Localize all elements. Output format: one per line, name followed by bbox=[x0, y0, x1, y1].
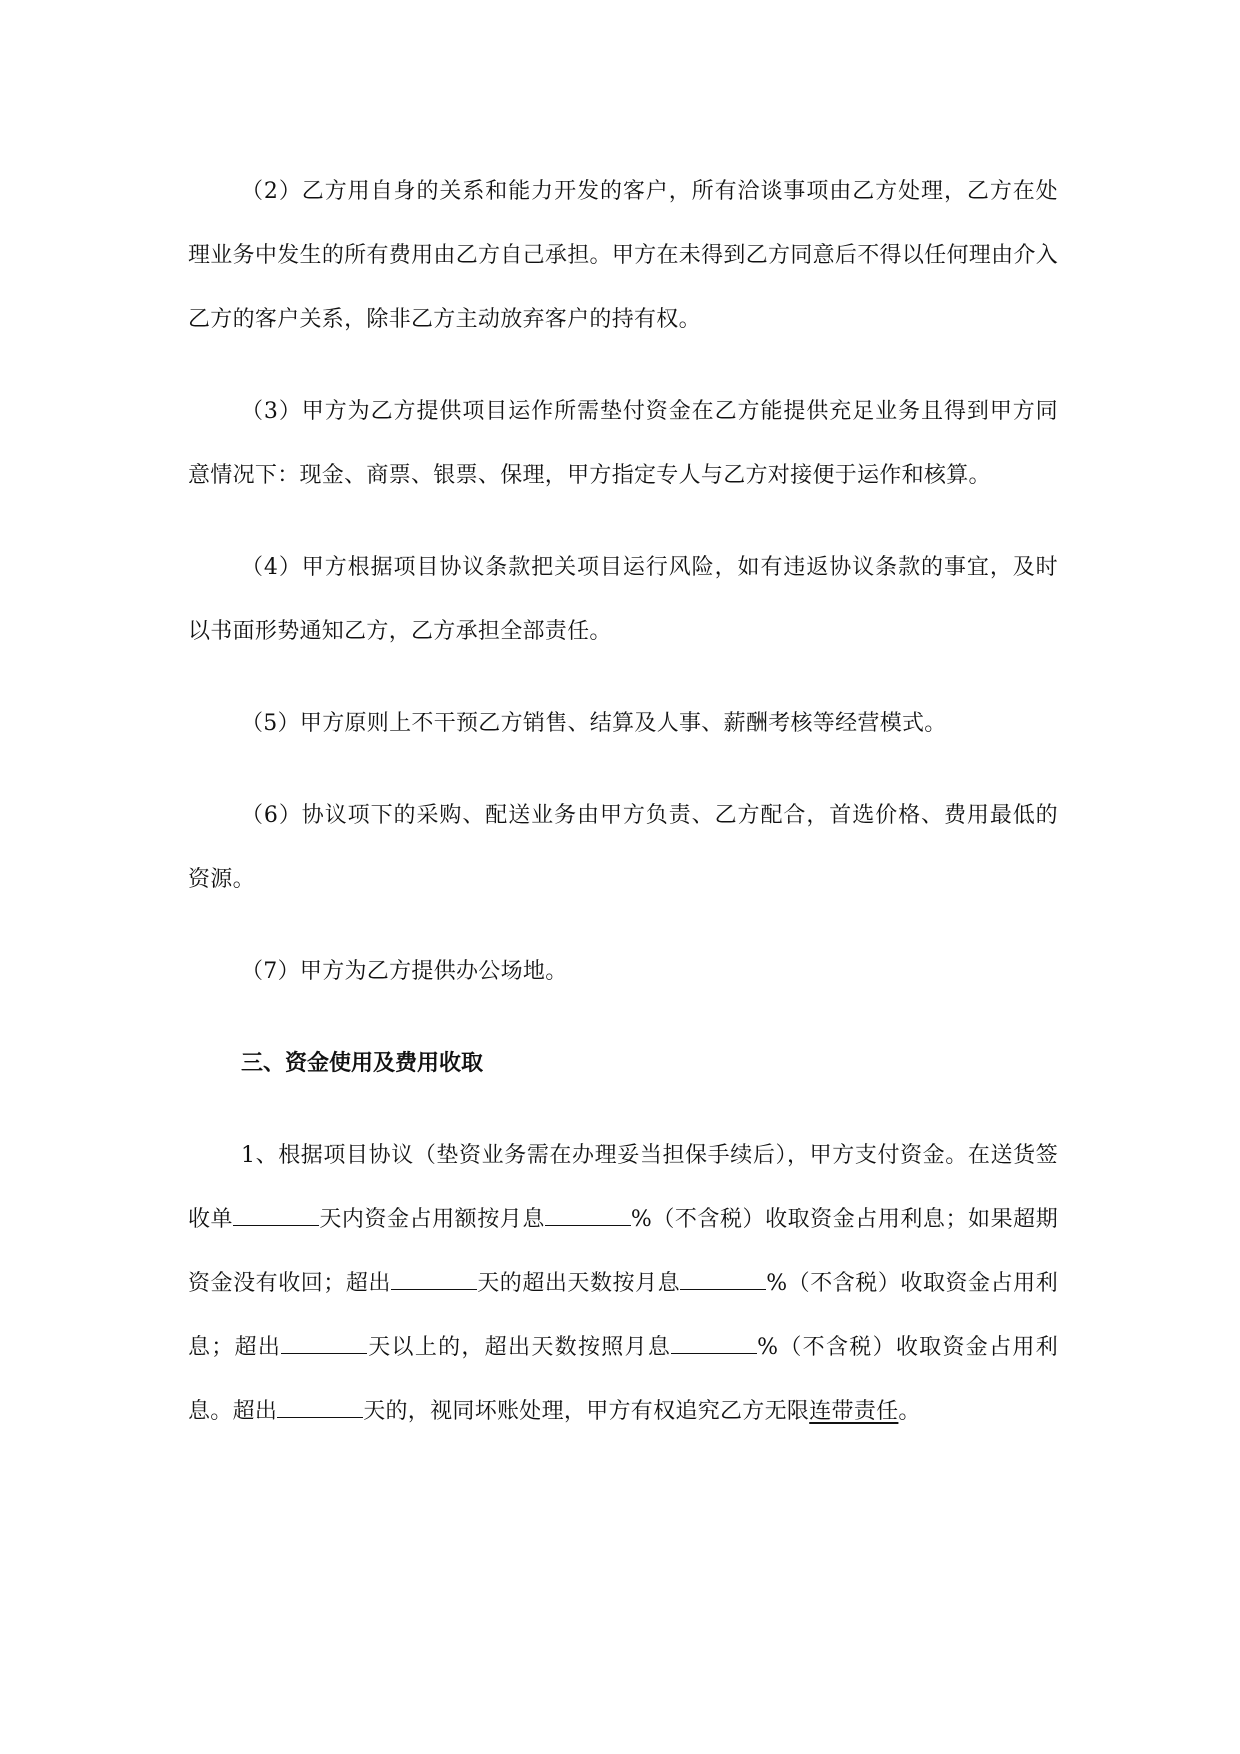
fill-blank-rate bbox=[545, 1207, 631, 1226]
paragraph-funds-clause-1 bbox=[188, 1124, 1058, 1444]
paragraph-clause-6: （6）协议项下的采购、配送业务由甲方负责、乙方配合，首选价格、费用最低的资源。 bbox=[188, 803, 1058, 892]
clause-text: 天的，视同坏账处理，甲方有权追究乙方无限 bbox=[363, 1399, 810, 1424]
fill-blank-days bbox=[277, 1399, 363, 1418]
document-body bbox=[188, 160, 1058, 1472]
clause-text: 1、根据项目协议（垫资业务需在办理妥当担保手续后），甲方支付资金。在送货签收单 bbox=[188, 1143, 1058, 1232]
clause-text: 天内资金占用额按月息 bbox=[319, 1207, 545, 1232]
fill-blank-days bbox=[391, 1271, 477, 1290]
fill-blank-rate bbox=[680, 1271, 766, 1290]
fill-blank-days bbox=[281, 1335, 367, 1354]
paragraph-clause-7: （7）甲方为乙方提供办公场地。 bbox=[241, 959, 568, 984]
underlined-term: 连带责任 bbox=[809, 1399, 899, 1424]
paragraph-clause-5: （5）甲方原则上不干预乙方销售、结算及人事、薪酬考核等经营模式。 bbox=[241, 711, 947, 736]
clause-text: %（不含税）收取资金占用利息。超出 bbox=[188, 1335, 1058, 1424]
clause-text: 。 bbox=[898, 1399, 921, 1424]
paragraph-clause-3: （3）甲方为乙方提供项目运作所需垫付资金在乙方能提供充足业务且得到甲方同意情况下：现金、商票、银票、保理，甲方指定专人与乙方对接便于运作和核算。 bbox=[188, 399, 1058, 488]
paragraph-clause-2: （2）乙方用自身的关系和能力开发的客户，所有洽谈事项由乙方处理，乙方在处理业务中发生的所有费用由乙方自己承担。甲方在未得到乙方同意后不得以任何理由介入乙方的客户关系，除非乙方主动放弃客户的持有权。 bbox=[188, 179, 1058, 332]
fill-blank-rate bbox=[671, 1335, 757, 1354]
fill-blank-days bbox=[233, 1207, 319, 1226]
clause-text: 天以上的，超出天数按照月息 bbox=[367, 1335, 672, 1360]
clause-text: 天的超出天数按月息 bbox=[476, 1271, 681, 1296]
section-heading-funds: 三、资金使用及费用收取 bbox=[241, 1051, 484, 1076]
paragraph-clause-4: （4）甲方根据项目协议条款把关项目运行风险，如有违返协议条款的事宜，及时以书面形势通知乙方，乙方承担全部责任。 bbox=[188, 555, 1058, 644]
clause-text: %（不含税）收取资金占用利息；超出 bbox=[188, 1271, 1059, 1360]
clause-text: %（不含税）收取资金占用利息；如果超期资金没有收回；超出 bbox=[188, 1207, 1058, 1296]
